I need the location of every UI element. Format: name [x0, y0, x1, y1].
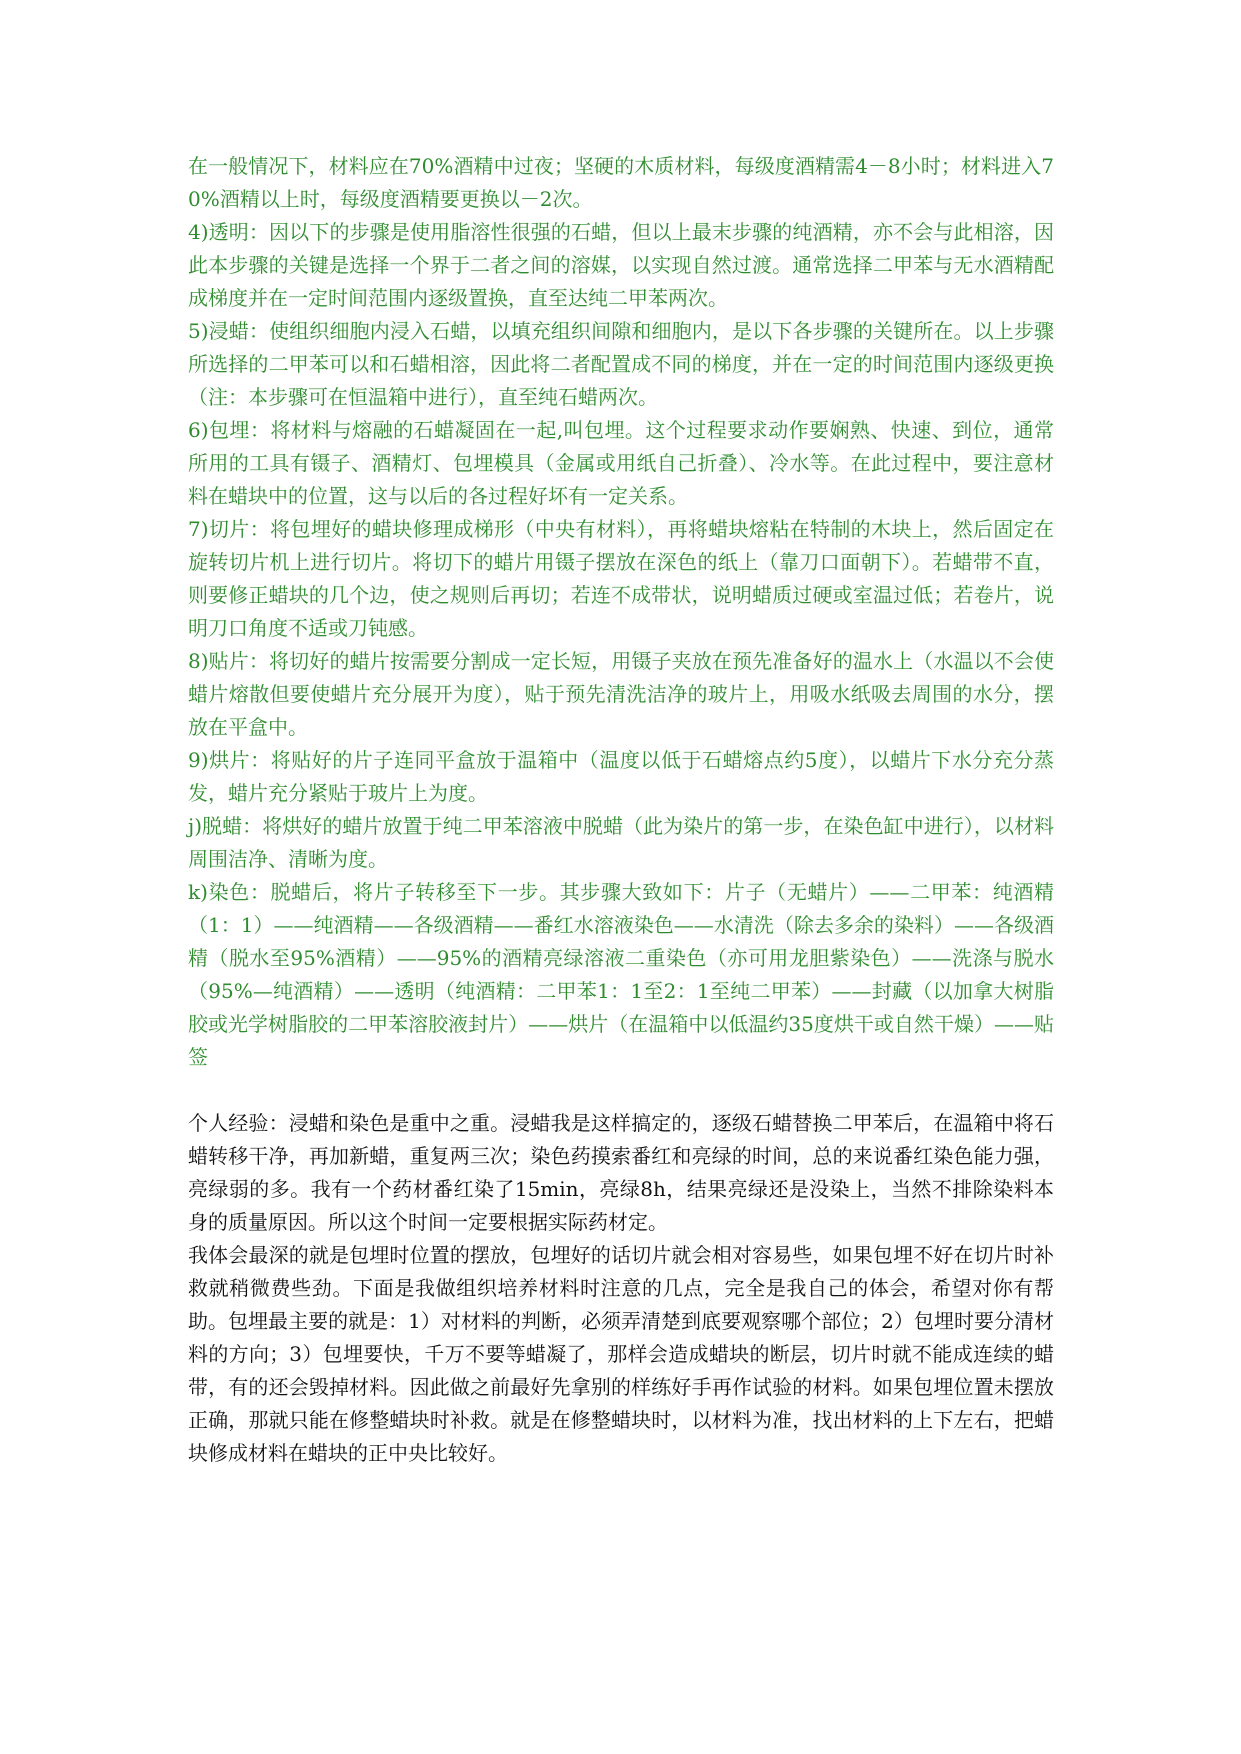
step-intro-paragraph: 在一般情况下，材料应在70%酒精中过夜；坚硬的木质材料，每级度酒精需4－8小时；材料进入70%酒精以上时，每级度酒精要更换以－2次。	[188, 154, 1054, 211]
paragraph-gap	[188, 1074, 1054, 1107]
procedure-steps	[188, 150, 1054, 1074]
experience-paragraph-1: 个人经验：浸蜡和染色是重中之重。浸蜡我是这样搞定的，逐级石蜡替换二甲苯后，在温箱中将石蜡转移干净，再加新蜡，重复两三次；染色药摸索番红和亮绿的时间，总的来说番红染色能力强，亮绿弱的多。我有一个药材番红染了15min，亮绿8h，结果亮绿还是没染上，当然不排除染料本身的质量原因。所以这个时间一定要根据实际药材定。	[188, 1111, 1054, 1234]
document-page	[188, 150, 1054, 1470]
step-8-mounting: 8)贴片：将切好的蜡片按需要分割成一定长短，用镊子夹放在预先准备好的温水上（水温以不会使蜡片熔散但要使蜡片充分展开为度），贴于预先清洗洁净的玻片上，用吸水纸吸去周围的水分，摆放在平盒中。	[188, 649, 1054, 739]
step-9-drying: 9)烘片：将贴好的片子连同平盒放于温箱中（温度以低于石蜡熔点约5度），以蜡片下水分充分蒸发，蜡片充分紧贴于玻片上为度。	[188, 748, 1054, 805]
personal-experience	[188, 1107, 1054, 1470]
step-j-dewaxing: j)脱蜡：将烘好的蜡片放置于纯二甲苯溶液中脱蜡（此为染片的第一步，在染色缸中进行），以材料周围洁净、清晰为度。	[188, 814, 1054, 871]
step-k-staining: k)染色：脱蜡后，将片子转移至下一步。其步骤大致如下：片子（无蜡片）——二甲苯：纯酒精（1：1）——纯酒精——各级酒精——番红水溶液染色——水清洗（除去多余的染料）——各级酒精（脱水至95%酒精）——95%的酒精亮绿溶液二重染色（亦可用龙胆紫染色）——洗涤与脱水（95%—纯酒精）——透明（纯酒精：二甲苯1：1至2：1至纯二甲苯）——封藏（以加拿大树脂胶或光学树脂胶的二甲苯溶胶液封片）——烘片（在温箱中以低温约35度烘干或自然干燥）——贴签	[188, 880, 1054, 1069]
experience-paragraph-2: 我体会最深的就是包埋时位置的摆放，包埋好的话切片就会相对容易些，如果包埋不好在切片时补救就稍微费些劲。下面是我做组织培养材料时注意的几点，完全是我自己的体会，希望对你有帮助。包埋最主要的就是：1）对材料的判断，必须弄清楚到底要观察哪个部位；2）包埋时要分清材料的方向；3）包埋要快，千万不要等蜡凝了，那样会造成蜡块的断层，切片时就不能成连续的蜡带，有的还会毁掉材料。因此做之前最好先拿别的样练好手再作试验的材料。如果包埋位置未摆放正确，那就只能在修整蜡块时补救。就是在修整蜡块时，以材料为准，找出材料的上下左右，把蜡块修成材料在蜡块的正中央比较好。	[188, 1243, 1054, 1465]
step-6-embedding: 6)包埋：将材料与熔融的石蜡凝固在一起,叫包埋。这个过程要求动作要娴熟、快速、到位，通常所用的工具有镊子、酒精灯、包埋模具（金属或用纸自己折叠）、冷水等。在此过程中，要注意材料在蜡块中的位置，这与以后的各过程好坏有一定关系。	[188, 418, 1054, 508]
step-7-sectioning: 7)切片：将包埋好的蜡块修理成梯形（中央有材料），再将蜡块熔粘在特制的木块上，然后固定在旋转切片机上进行切片。将切下的蜡片用镊子摆放在深色的纸上（靠刀口面朝下）。若蜡带不直，则要修正蜡块的几个边，使之规则后再切；若连不成带状，说明蜡质过硬或室温过低；若卷片，说明刀口角度不适或刀钝感。	[188, 517, 1054, 640]
step-4-transparency: 4)透明：因以下的步骤是使用脂溶性很强的石蜡，但以上最末步骤的纯酒精，亦不会与此相溶，因此本步骤的关键是选择一个界于二者之间的溶媒，以实现自然过渡。通常选择二甲苯与无水酒精配成梯度并在一定时间范围内逐级置换，直至达纯二甲苯两次。	[188, 220, 1054, 310]
step-5-wax-infiltration: 5)浸蜡：使组织细胞内浸入石蜡，以填充组织间隙和细胞内，是以下各步骤的关键所在。以上步骤所选择的二甲苯可以和石蜡相溶，因此将二者配置成不同的梯度，并在一定的时间范围内逐级更换（注：本步骤可在恒温箱中进行），直至纯石蜡两次。	[188, 319, 1054, 409]
